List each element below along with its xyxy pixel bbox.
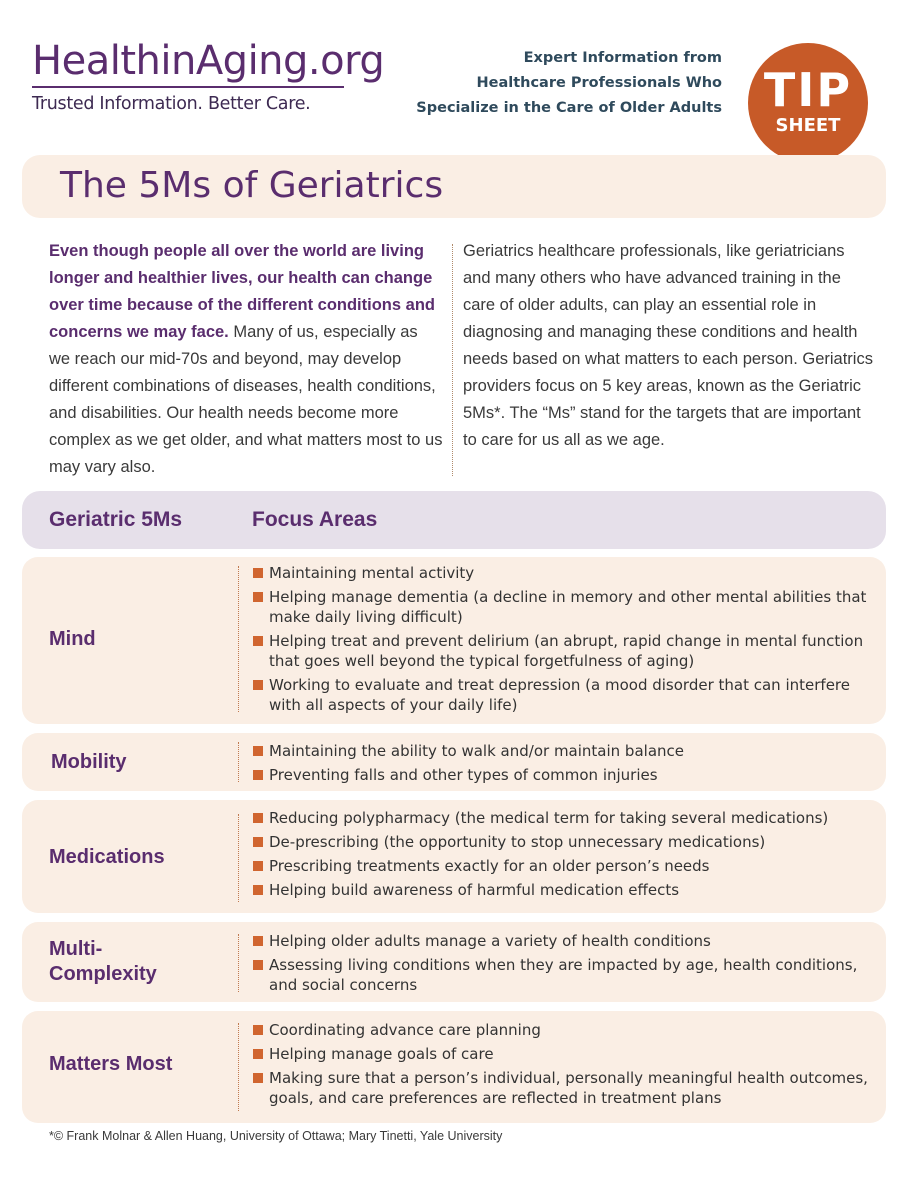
intro-lead: Even though people all over the world are living longer and healthier lives, our health can change over time because of the different conditions and concerns we may face. bbox=[49, 242, 435, 341]
row-divider bbox=[238, 934, 239, 992]
list-item: Reducing polypharmacy (the medical term for taking several medications) bbox=[253, 808, 868, 828]
list-item: Helping treat and prevent delirium (an abrupt, rapid change in mental function that goes well beyond the typical forgetfulness of aging) bbox=[253, 631, 868, 671]
list-item: Making sure that a person’s individual, personally meaningful health outcomes, goals, and care preferences are reflected in treatment plans bbox=[253, 1068, 868, 1108]
bullet-square-icon bbox=[253, 680, 263, 690]
bullet-square-icon bbox=[253, 837, 263, 847]
logo[interactable] bbox=[32, 38, 384, 114]
bullet-square-icon bbox=[253, 813, 263, 823]
bullet-square-icon bbox=[253, 861, 263, 871]
row-label: Medications bbox=[49, 846, 165, 868]
intro-left-text: Many of us, especially as we reach our mid-70s and beyond, may develop different combinations of diseases, health conditions, and disabilities. Our health needs become more complex as we get older, and what matters most to us may vary also. bbox=[49, 323, 443, 476]
row-matters-most bbox=[22, 1011, 886, 1123]
bullet-square-icon bbox=[253, 770, 263, 780]
title-bar bbox=[22, 155, 886, 218]
list-item: Helping build awareness of harmful medication effects bbox=[253, 880, 868, 900]
row-divider bbox=[238, 742, 239, 782]
row-label bbox=[49, 937, 157, 987]
list-item: Coordinating advance care planning bbox=[253, 1020, 868, 1040]
expert-line: Specialize in the Care of Older Adults bbox=[416, 100, 722, 116]
row-divider bbox=[238, 566, 239, 712]
bullet-square-icon bbox=[253, 1073, 263, 1083]
list-item: Helping manage dementia (a decline in memory and other mental abilities that make daily living difficult) bbox=[253, 587, 868, 627]
intro-right-column: Geriatrics healthcare professionals, like geriatricians and many others who have advanced training in the care of older adults, can play an essential role in diagnosing and managing these conditions and health needs based on what matters to each person. Geriatrics providers focus on 5 key areas, known as the Geriatric 5Ms*. The “Ms” stand for the targets that are important to care for us all as we age. bbox=[463, 242, 873, 449]
bullet-square-icon bbox=[253, 1025, 263, 1035]
logo-tagline: Trusted Information. Better Care. bbox=[32, 94, 311, 114]
bullet-square-icon bbox=[253, 592, 263, 602]
row-mind bbox=[22, 557, 886, 724]
badge-sheet-text: SHEET bbox=[775, 115, 841, 136]
expert-info bbox=[416, 46, 722, 121]
bullet-square-icon bbox=[253, 885, 263, 895]
row-medications bbox=[22, 800, 886, 913]
bullet-square-icon bbox=[253, 746, 263, 756]
intro-left-column bbox=[49, 238, 443, 481]
bullet-square-icon bbox=[253, 636, 263, 646]
badge-tip-text: TIP bbox=[763, 63, 853, 117]
bullet-square-icon bbox=[253, 960, 263, 970]
footnote: *© Frank Molnar & Allen Huang, University of Ottawa; Mary Tinetti, Yale University bbox=[49, 1129, 503, 1143]
logo-underline bbox=[32, 86, 344, 88]
bullet-square-icon bbox=[253, 1049, 263, 1059]
list-item: Assessing living conditions when they are impacted by age, health conditions, and social concerns bbox=[253, 955, 868, 995]
list-item: Maintaining mental activity bbox=[253, 563, 868, 583]
list-item: Prescribing treatments exactly for an older person’s needs bbox=[253, 856, 868, 876]
list-item: Helping older adults manage a variety of health conditions bbox=[253, 931, 868, 951]
tip-sheet-badge bbox=[748, 43, 868, 163]
col-header-focus: Focus Areas bbox=[252, 508, 378, 531]
row-divider bbox=[238, 1023, 239, 1111]
expert-line: Healthcare Professionals Who bbox=[476, 75, 722, 91]
row-label-line: Complexity bbox=[49, 963, 157, 985]
row-multi-complexity bbox=[22, 922, 886, 1002]
page-title: The 5Ms of Geriatrics bbox=[60, 165, 444, 206]
focus-list bbox=[253, 931, 868, 999]
row-label: Mobility bbox=[51, 751, 127, 773]
focus-list bbox=[253, 563, 868, 719]
row-divider bbox=[238, 814, 239, 902]
col-header-5ms: Geriatric 5Ms bbox=[49, 508, 183, 531]
list-item: Working to evaluate and treat depression (a mood disorder that can interfere with all aspects of your daily life) bbox=[253, 675, 868, 715]
focus-list bbox=[253, 741, 868, 789]
bullet-square-icon bbox=[253, 936, 263, 946]
bullet-square-icon bbox=[253, 568, 263, 578]
list-item: Preventing falls and other types of common injuries bbox=[253, 765, 868, 785]
logo-name: HealthinAging.org bbox=[32, 38, 385, 84]
list-item: De-prescribing (the opportunity to stop unnecessary medications) bbox=[253, 832, 868, 852]
list-item: Helping manage goals of care bbox=[253, 1044, 868, 1064]
focus-list bbox=[253, 808, 868, 904]
row-label-line: Multi- bbox=[49, 938, 103, 960]
row-mobility bbox=[22, 733, 886, 791]
row-label: Mind bbox=[49, 628, 96, 650]
column-divider bbox=[452, 244, 453, 476]
list-item: Maintaining the ability to walk and/or maintain balance bbox=[253, 741, 868, 761]
row-label: Matters Most bbox=[49, 1053, 173, 1075]
focus-list bbox=[253, 1020, 868, 1112]
expert-line: Expert Information from bbox=[523, 50, 722, 66]
table-header bbox=[22, 491, 886, 549]
